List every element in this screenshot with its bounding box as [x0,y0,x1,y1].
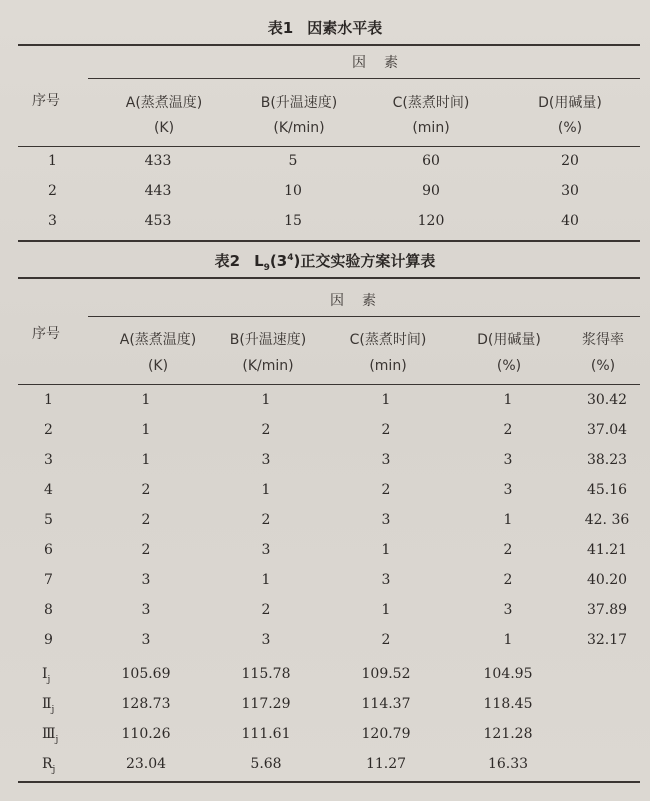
table1-caption-number: 表1 [267,19,294,37]
table-cell: 1 [503,512,513,528]
table-cell: 109.52 [361,666,411,682]
table-row-seq: 8 [44,602,53,618]
table1-col-a-unit: (K) [153,120,175,136]
table-cell: 2 [381,422,391,438]
table-cell: 2 [503,572,513,588]
table1-seq-header: 序号 [32,93,60,109]
table1-col-c-unit: (min) [412,120,450,136]
table2-caption-sub: 9 [263,263,270,273]
table1-col-b-header: B(升温速度) [260,95,338,111]
table-cell: 90 [422,183,440,199]
table-cell: 2 [503,422,513,438]
table2-col-b-unit: (K/min) [242,358,294,374]
table-row-seq: 2 [44,422,53,438]
table1-bottom-rule [18,240,640,242]
table-row-seq: 1 [44,392,53,408]
table1-group-rule [88,78,640,79]
table-row-seq: 3 [44,452,53,468]
table1-col-b-unit: (K/min) [273,120,325,136]
table-cell: 60 [422,153,440,169]
table-cell: 20 [561,153,579,169]
table2-seq-header: 序号 [32,326,60,342]
table1-col-c-header: C(蒸煮时间) [392,95,470,111]
table-row-seq: 5 [44,512,53,528]
table-cell: 2 [141,482,151,498]
table-cell: 40 [561,213,579,229]
table-row-seq: 1 [48,153,57,169]
summary-label-sub: j [52,764,56,775]
table2-bottom-rule [18,781,640,783]
table-cell: 23.04 [125,756,167,772]
summary-label-text: R [42,756,53,772]
table-cell: 40.20 [586,572,628,588]
table-cell: 117.29 [241,696,291,712]
table-cell: 41.21 [586,542,628,558]
table-cell: 3 [141,632,151,648]
table-cell: 16.33 [487,756,529,772]
table-cell: 1 [381,392,391,408]
table-cell: 121.28 [483,726,533,742]
table-cell: 2 [261,602,271,618]
table2-caption-l: L [254,252,264,270]
table-cell: 45.16 [586,482,628,498]
table-cell: 120 [417,213,445,229]
summary-label-text: Ⅲ [42,726,56,742]
table-cell: 1 [141,392,151,408]
table-cell: 110.26 [121,726,171,742]
table-cell: 1 [503,392,513,408]
table2-caption-rest: )正交实验方案计算表 [293,252,436,270]
table1-caption [0,17,650,38]
table-cell: 105.69 [121,666,171,682]
table-cell: 5 [288,153,298,169]
table2-header-rule [18,384,640,385]
table-cell: 15 [284,213,302,229]
table2-col-y-header: 浆得率 [582,332,624,348]
table-cell: 104.95 [483,666,533,682]
table-cell: 3 [503,452,513,468]
table-cell: 30.42 [586,392,628,408]
table-cell: 3 [141,572,151,588]
table2-group-header: 因素 [330,293,394,309]
table2-caption-paren: (3 [269,252,288,270]
table-cell: 3 [503,602,513,618]
table2-group-rule [88,316,640,317]
table-cell: 2 [503,542,513,558]
table-cell: 114.37 [361,696,411,712]
summary-label-text: Ⅱ [42,696,52,712]
table1-col-d-header: D(用碱量) [538,95,602,111]
summary-label [42,726,58,745]
table-cell: 5.68 [250,756,282,772]
table-cell: 10 [284,183,302,199]
table-row-seq: 6 [44,542,53,558]
table-cell: 128.73 [121,696,171,712]
table2-col-d-unit: (%) [496,358,522,374]
table1-group-header: 因素 [352,55,416,71]
table-cell: 3 [141,602,151,618]
table-cell: 111.61 [241,726,291,742]
table-cell: 3 [503,482,513,498]
table-cell: 1 [261,482,271,498]
table1-col-a-header: A(蒸煮温度) [125,95,203,111]
table-cell: 2 [141,512,151,528]
table-cell: 2 [141,542,151,558]
table-cell: 1 [141,422,151,438]
table2-caption [0,250,650,273]
table-cell: 1 [141,452,151,468]
summary-label-text: Ⅰ [42,666,48,682]
table2-caption-sup: 4 [287,253,294,263]
table-cell: 3 [381,452,391,468]
table-cell: 1 [381,542,391,558]
table1-col-d-unit: (%) [557,120,583,136]
table2-caption-number: 表2 [214,252,241,270]
table-cell: 1 [261,392,271,408]
table-row-seq: 3 [48,213,57,229]
table-cell: 3 [261,632,271,648]
table2-col-c-header: C(蒸煮时间) [349,332,427,348]
table-cell: 37.89 [586,602,628,618]
table-cell: 2 [261,422,271,438]
table-row-seq: 7 [44,572,53,588]
table-cell: 115.78 [241,666,291,682]
table-cell: 453 [144,213,172,229]
table-cell: 30 [561,183,579,199]
summary-label [42,756,55,775]
table-cell: 11.27 [365,756,407,772]
table-cell: 3 [381,512,391,528]
table-cell: 3 [261,452,271,468]
table1-top-rule [18,44,640,46]
table-cell: 2 [381,482,391,498]
table2-top-rule [18,277,640,279]
table-cell: 2 [261,512,271,528]
summary-label-sub: j [51,704,55,715]
table2-col-b-header: B(升温速度) [229,332,307,348]
table-cell: 3 [381,572,391,588]
table1-header-rule [18,146,640,147]
table-cell: 443 [144,183,172,199]
table2-col-a-header: A(蒸煮温度) [119,332,197,348]
table-cell: 37.04 [586,422,628,438]
table-cell: 120.79 [361,726,411,742]
summary-label [42,666,50,685]
table-cell: 3 [261,542,271,558]
table-row-seq: 9 [44,632,53,648]
summary-label-sub: j [47,674,51,685]
table-cell: 32.17 [586,632,628,648]
table-row-seq: 2 [48,183,57,199]
table-cell: 1 [381,602,391,618]
table-cell: 1 [503,632,513,648]
table2-col-c-unit: (min) [369,358,407,374]
summary-label [42,696,54,715]
table-cell: 433 [144,153,172,169]
table-row-seq: 4 [44,482,53,498]
table2-col-d-header: D(用碱量) [477,332,541,348]
table1-caption-title: 因素水平表 [307,19,383,37]
table-cell: 38.23 [586,452,628,468]
table-cell: 1 [261,572,271,588]
table2-col-y-unit: (%) [590,358,616,374]
table-cell: 118.45 [483,696,533,712]
table2-col-a-unit: (K) [147,358,169,374]
table-cell: 42. 36 [584,512,630,528]
summary-label-sub: j [55,734,59,745]
table-cell: 2 [381,632,391,648]
